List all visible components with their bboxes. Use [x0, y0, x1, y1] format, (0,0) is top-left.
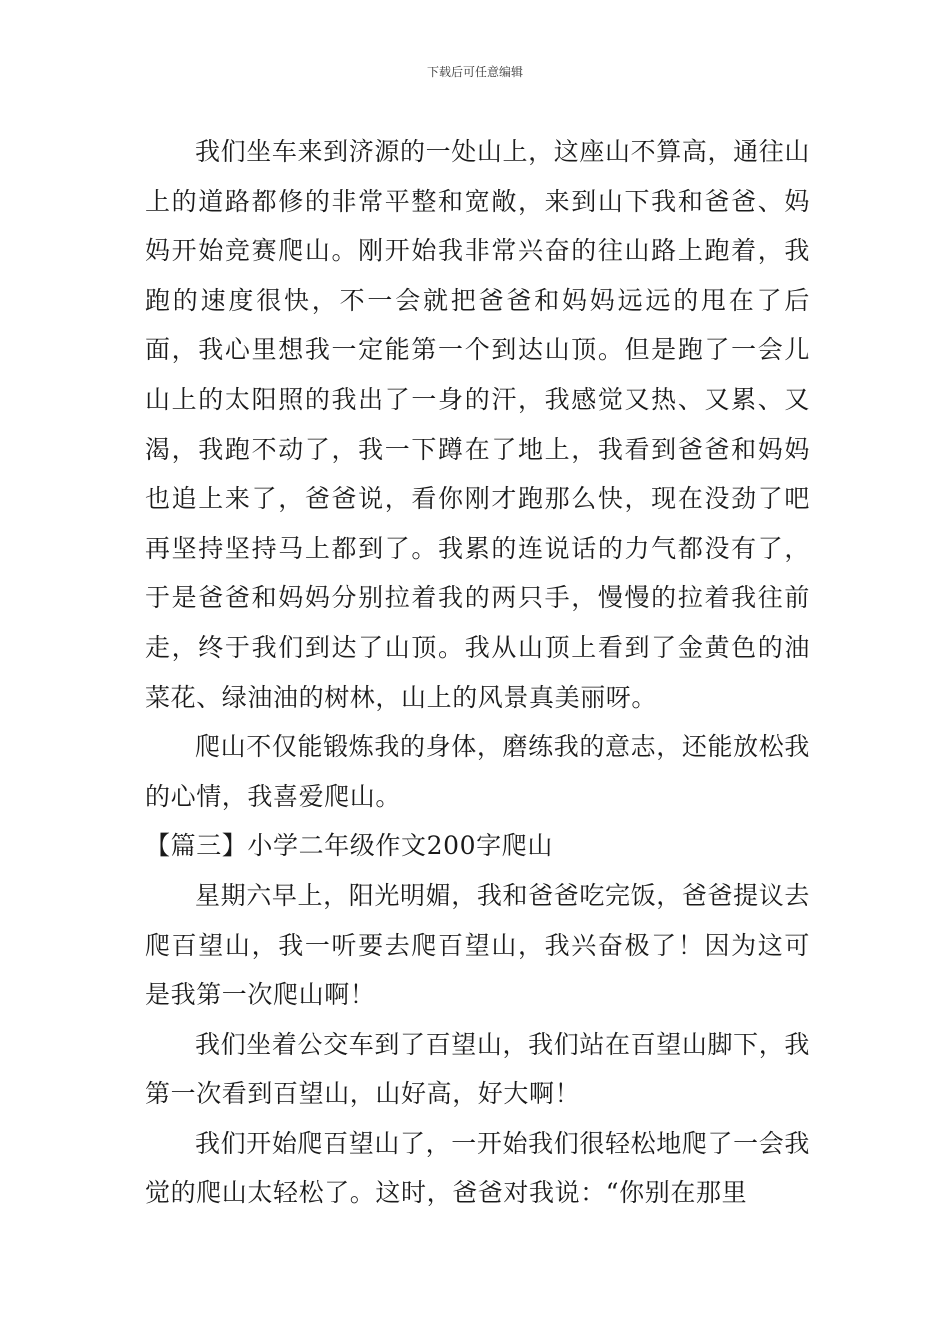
paragraph-1: 我们坐车来到济源的一处山上，这座山不算高，通往山上的道路都修的非常平整和宽敞，来到山下我和爸爸、妈妈开始竞赛爬山。刚开始我非常兴奋的往山路上跑着，我跑的速度很快，不一会就把爸爸和妈妈远远的甩在了后面，我心里想我一定能第一个到达山顶。但是跑了一会儿山上的太阳照的我出了一身的汗，我感觉又热、又累、又渴，我跑不动了，我一下蹲在了地上，我看到爸爸和妈妈也追上来了，爸爸说，看你刚才跑那么快，现在没劲了吧再坚持坚持马上都到了。我累的连说话的力气都没有了，于是爸爸和妈妈分别拉着我的两只手，慢慢的拉着我往前走，终于我们到达了山顶。我从山顶上看到了金黄色的油菜花、绿油油的树林，山上的风景真美丽呀。 [145, 137, 810, 712]
paragraph-3: 星期六早上，阳光明媚，我和爸爸吃完饭，爸爸提议去爬百望山，我一听要去爬百望山，我兴奋极了！因为这可是我第一次爬山啊！ [145, 880, 810, 1010]
document-body [145, 127, 810, 1218]
page-header: 下载后可任意编辑 [426, 65, 523, 79]
paragraph-4: 我们坐着公交车到了百望山，我们站在百望山脚下，我第一次看到百望山，山好高，好大啊！ [145, 1029, 810, 1109]
section-heading: 【篇三】小学二年级作文200字爬山 [145, 831, 553, 861]
paragraph-2: 爬山不仅能锻炼我的身体，磨练我的意志，还能放松我的心情，我喜爱爬山。 [145, 732, 810, 811]
paragraph-5: 我们开始爬百望山了，一开始我们很轻松地爬了一会我觉的爬山太轻松了。这时，爸爸对我说：“你别在那里 [145, 1128, 810, 1208]
